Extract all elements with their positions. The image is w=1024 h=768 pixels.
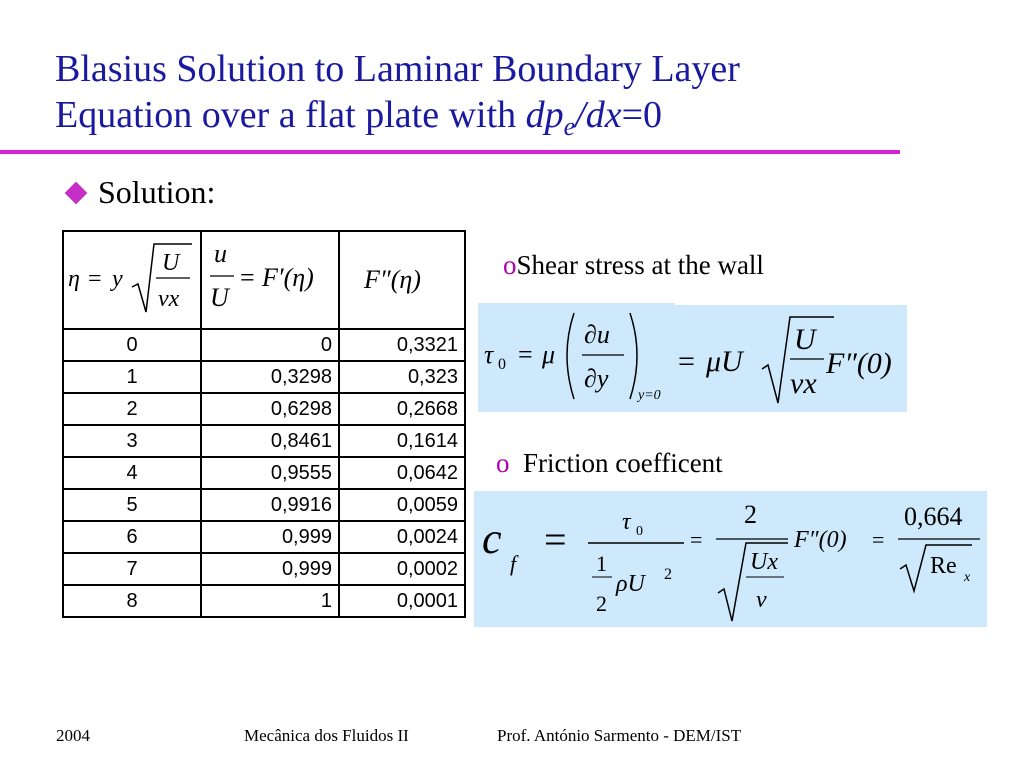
friction-heading [496,448,723,479]
f-prime-value: 0,999 [201,553,339,585]
title-math-eq0: =0 [621,94,663,136]
f-double-prime-value: 0,2668 [339,393,465,425]
ratio-Fprime: F′(η) [262,263,314,292]
circle-bullet-icon: o [496,448,510,478]
shear-equals-1: = [518,340,533,369]
table-body [63,329,465,617]
header-fpp-cell [339,231,465,329]
table-row [63,329,465,361]
ratio-formula [202,232,338,322]
blasius-table [62,230,466,618]
friction-label: Friction coefficent [523,448,723,478]
title-line-1: Blasius Solution to Laminar Boundary Layer [55,48,740,90]
reynolds-symbol: Re [930,553,957,579]
cf-symbol: c [482,514,502,563]
table-row [63,361,465,393]
header-eta-cell [63,231,201,329]
table-row [63,425,465,457]
friction-Fpp0: F″(0) [794,527,847,553]
f-double-prime-value: 0,0002 [339,553,465,585]
eta-y: y [112,266,123,292]
footer-year: 2004 [56,726,90,745]
fpp-label: F″(η) [364,265,421,294]
footer-author: Prof. António Sarmento - DEM/IST [497,726,742,745]
f-double-prime-value: 0,0001 [339,585,465,617]
eta-equals: = [88,266,102,292]
rhoU-symbol: ρU [616,571,645,597]
du-symbol: ∂u [584,320,610,349]
title-math-sub-e: e [563,112,576,141]
f-double-prime-value: 0,0024 [339,521,465,553]
shear-heading [503,250,764,281]
f-prime-value: 0,9555 [201,457,339,489]
friction-Ux: Ux [750,549,778,575]
f-prime-value: 1 [201,585,339,617]
eta-value: 0 [63,329,201,361]
ratio-u: u [214,239,227,268]
eta-symbol: η [68,266,80,292]
slide-title [55,46,955,141]
friction-tau: τ [622,509,631,535]
eta-value: 7 [63,553,201,585]
two-numerator: 2 [744,500,757,529]
bullet-solution [62,174,215,211]
shear-nux: νx [790,367,817,400]
friction-equals-2: = [690,527,703,552]
eta-nux: νx [158,286,180,312]
reynolds-sub: x [964,570,971,585]
cf-sub: f [510,551,517,576]
friction-tau-sub: 0 [636,524,643,539]
f-double-prime-value: 0,0059 [339,489,465,521]
shear-U: U [794,323,816,356]
circle-bullet-icon: o [503,250,517,280]
table-header-row [63,231,465,329]
eta-U: U [162,250,180,276]
table-row [63,585,465,617]
tau-sub: 0 [498,356,506,373]
header-ratio-cell [201,231,339,329]
table-row [63,393,465,425]
friction-equals-1: = [544,517,567,562]
half-numerator: 1 [596,551,607,576]
friction-nu: ν [756,587,767,613]
title-divider [0,150,900,154]
f-double-prime-value: 0,323 [339,361,465,393]
eta-value: 1 [63,361,201,393]
table-row [63,553,465,585]
f-prime-value: 0,3298 [201,361,339,393]
f-double-prime-value: 0,1614 [339,425,465,457]
eta-value: 3 [63,425,201,457]
title-line-2 [55,92,955,141]
table-row [63,521,465,553]
f-double-prime-value: 0,3321 [339,329,465,361]
eta-value: 8 [63,585,201,617]
f-prime-value: 0,6298 [201,393,339,425]
coefficient-value: 0,664 [904,502,963,531]
left-paren-icon [567,313,574,399]
footer-course: Mecânica dos Fluidos II [244,726,409,745]
title-line-2-text: Equation over a flat plate with [55,94,526,136]
dy-symbol: ∂y [584,364,609,393]
shear-label: Shear stress at the wall [516,250,764,280]
muU-symbol: μU [706,345,743,378]
f-prime-value: 0,9916 [201,489,339,521]
title-math-dx: /dx [575,94,622,136]
ratio-equals: = [240,263,255,292]
bullet-label: Solution: [98,174,216,210]
table-row [63,489,465,521]
eta-value: 4 [63,457,201,489]
eta-value: 5 [63,489,201,521]
table-row [63,457,465,489]
mu-symbol: μ [542,340,556,369]
half-denominator: 2 [596,591,607,616]
eta-value: 2 [63,393,201,425]
fpp-formula [340,232,464,322]
eta-formula [64,232,200,322]
squared-exponent: 2 [664,566,672,583]
title-math-dp: dp [525,94,564,136]
f-prime-value: 0 [201,329,339,361]
tau-symbol: τ [484,340,494,369]
shear-equals-2: = [678,345,695,378]
right-paren-icon [630,313,637,399]
shear-equation [478,303,908,413]
f-prime-value: 0,999 [201,521,339,553]
eta-value: 6 [63,521,201,553]
f-double-prime-value: 0,0642 [339,457,465,489]
ratio-U: U [210,283,229,312]
friction-equals-3: = [872,527,885,552]
f-prime-value: 0,8461 [201,425,339,457]
friction-equation [474,491,987,627]
wall-condition: y=0 [638,388,661,403]
shear-Fpp0: F″(0) [826,347,892,380]
diamond-bullet-icon [65,181,88,204]
